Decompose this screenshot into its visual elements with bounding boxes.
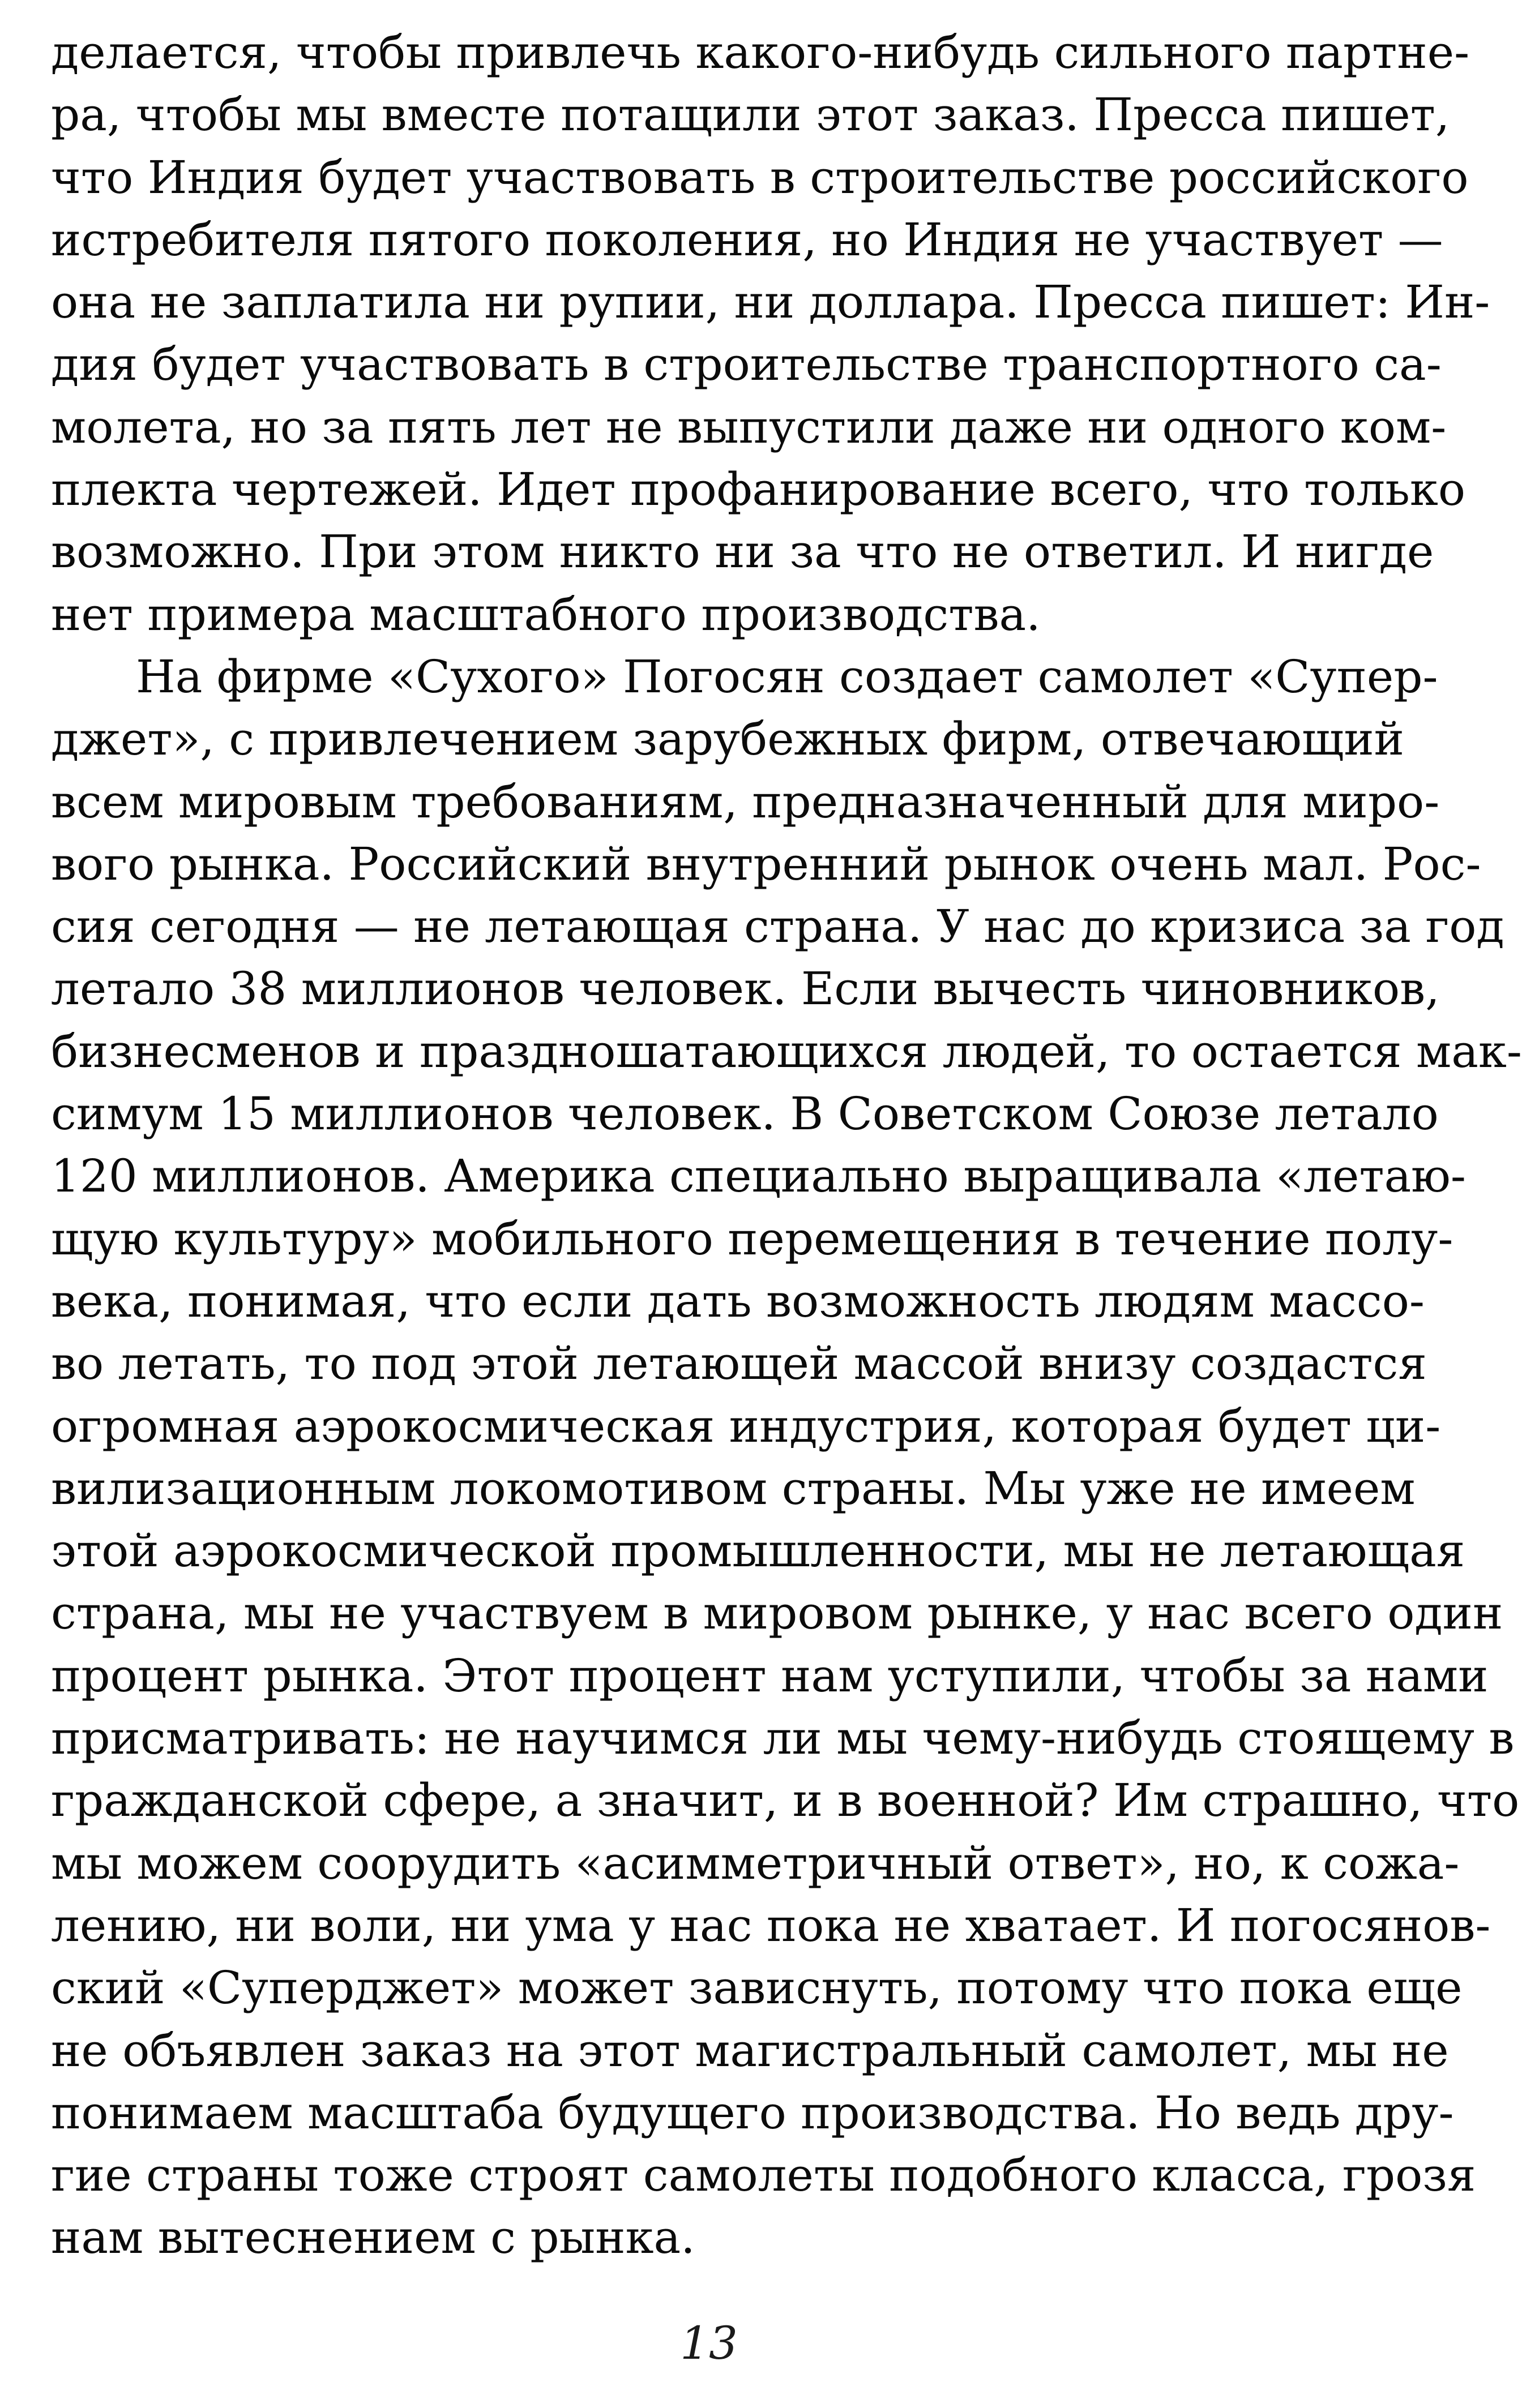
text-line: истребителя пятого поколения, но Индия не участвует — bbox=[51, 213, 1443, 266]
text-line: всем мировым требованиям, предназначенный для миро- bbox=[51, 775, 1440, 828]
text-line: страна, мы не участвуем в мировом рынке, у нас всего один bbox=[51, 1587, 1503, 1640]
text-line: ский «Суперджет» может зависнуть, потому что пока еще bbox=[51, 1961, 1463, 2015]
text-line: вилизационным локомотивом страны. Мы уже не имеем bbox=[51, 1462, 1416, 1515]
text-line: она не заплатила ни рупии, ни доллара. Пресса пишет: Ин- bbox=[51, 276, 1490, 329]
body-text bbox=[51, 22, 1522, 2269]
text-line: возможно. При этом никто ни за что не ответил. И нигде bbox=[51, 525, 1434, 579]
text-line: во летать, то под этой летающей массой внизу создастся bbox=[51, 1337, 1427, 1390]
text-line: гие страны тоже строят самолеты подобного класса, грозя bbox=[51, 2149, 1476, 2202]
text-line: огромная аэрокосмическая индустрия, которая будет ци- bbox=[51, 1399, 1441, 1452]
text-line: мы можем соорудить «асимметричный ответ», но, к сожа- bbox=[51, 1836, 1460, 1889]
text-line: нам вытеснением с рынка. bbox=[51, 2211, 695, 2264]
text-line: молета, но за пять лет не выпустили даже ни одного ком- bbox=[51, 400, 1447, 453]
text-line: вого рынка. Российский внутренний рынок очень мал. Рос- bbox=[51, 837, 1481, 890]
text-line: летало 38 миллионов человек. Если вычесть чиновников, bbox=[51, 962, 1440, 1016]
text-line: джет», с привлечением зарубежных фирм, отвечающий bbox=[51, 713, 1404, 766]
text-line: понимаем масштаба будущего производства. Но ведь дру- bbox=[51, 2086, 1454, 2139]
text-line: бизнесменов и праздношатающихся людей, то остается мак- bbox=[51, 1025, 1522, 1078]
text-line: дия будет участвовать в строительстве транспортного са- bbox=[51, 338, 1442, 391]
text-line: присматривать: не научимся ли мы чему-нибудь стоящему в bbox=[51, 1712, 1515, 1765]
text-line: этой аэрокосмической промышленности, мы не летающая bbox=[51, 1524, 1465, 1578]
text-line: лению, ни воли, ни ума у нас пока не хватает. И погосянов- bbox=[51, 1899, 1491, 1952]
text-line: щую культуру» мобильного перемещения в течение полу- bbox=[51, 1212, 1453, 1265]
text-line: не объявлен заказ на этот магистральный самолет, мы не bbox=[51, 2024, 1449, 2077]
text-line: сия сегодня — не летающая страна. У нас до кризиса за год bbox=[51, 900, 1504, 953]
text-line: плекта чертежей. Идет профанирование всего, что только bbox=[51, 463, 1466, 516]
text-line: века, понимая, что если дать возможность людям массо- bbox=[51, 1274, 1425, 1327]
text-line: симум 15 миллионов человек. В Советском Союзе летало bbox=[51, 1087, 1439, 1141]
text-line: ра, чтобы мы вместе потащили этот заказ. Пресса пишет, bbox=[51, 88, 1450, 142]
page-number: 13 bbox=[680, 2317, 738, 2370]
text-line: гражданской сфере, а значит, и в военной? Им страшно, что bbox=[51, 1774, 1520, 1827]
text-line: нет примера масштабного производства. bbox=[51, 588, 1041, 641]
text-line: 120 миллионов. Америка специально выращивала «летаю- bbox=[51, 1150, 1466, 1203]
text-line: делается, чтобы привлечь какого-нибудь сильного партне- bbox=[51, 26, 1470, 79]
text-line: процент рынка. Этот процент нам уступили, чтобы за нами bbox=[51, 1649, 1489, 1702]
text-line: что Индия будет участвовать в строительстве российского bbox=[51, 151, 1469, 204]
paragraph-first-line: На фирме «Сухого» Погосян создает самолет «Супер- bbox=[136, 650, 1438, 703]
